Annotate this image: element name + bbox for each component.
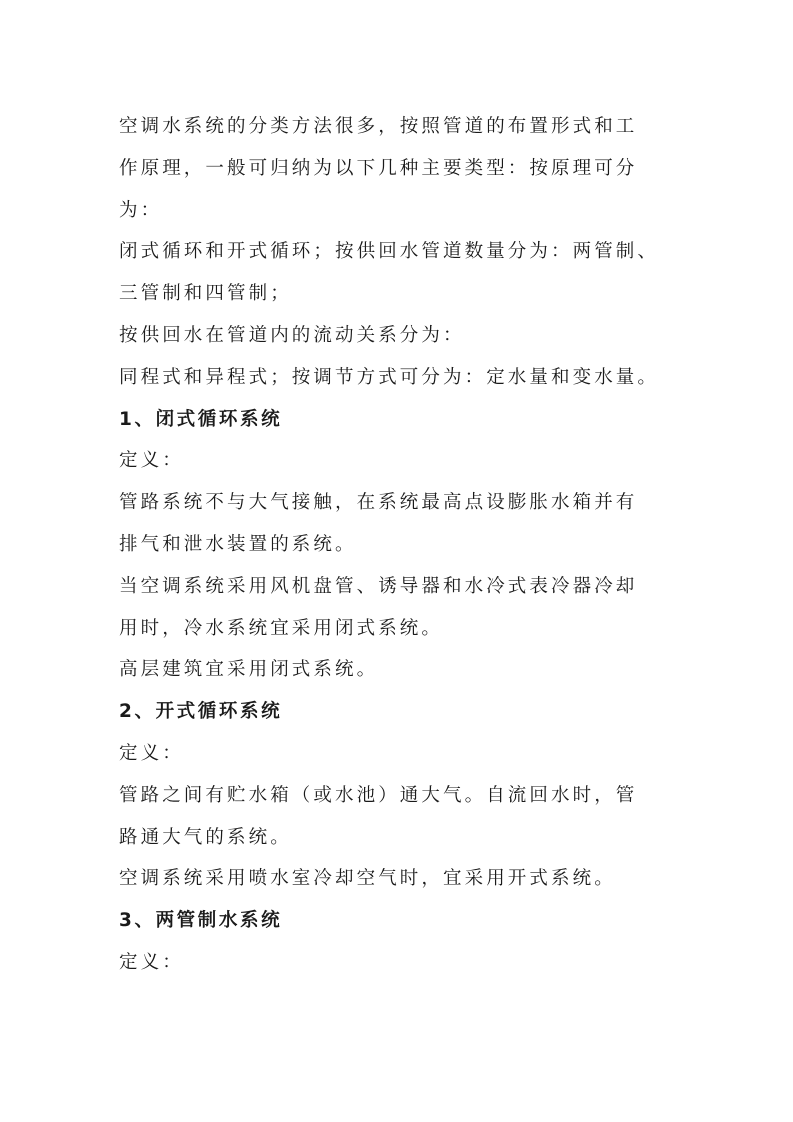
section-1-line-3: 当空调系统采用风机盘管、诱导器和水冷式表冷器冷却 [119, 575, 638, 597]
section-1-line-5: 高层建筑宜采用闭式系统。 [119, 659, 379, 681]
definition-label-2: 定义： [119, 742, 184, 764]
intro-line-4: 闭式循环和开式循环；按供回水管道数量分为：两管制、 [119, 241, 660, 263]
intro-line-1: 空调水系统的分类方法很多，按照管道的布置形式和工 [119, 116, 638, 137]
section-2-line-2: 路通大气的系统。 [119, 826, 292, 848]
intro-line-5: 三管制和四管制； [119, 283, 292, 305]
section-1-line-4: 用时，冷水系统宜采用闭式系统。 [119, 617, 444, 639]
intro-line-3: 为： [119, 199, 163, 221]
intro-line-2: 作原理，一般可归纳为以下几种主要类型：按原理可分 [119, 157, 638, 179]
document-page [119, 106, 679, 984]
section-heading-2: 2、开式循环系统 [119, 701, 283, 723]
section-2-line-1: 管路之间有贮水箱（或水池）通大气。自流回水时，管 [119, 784, 638, 806]
section-1-line-2: 排气和泄水装置的系统。 [119, 533, 357, 555]
section-2-line-3: 空调系统采用喷水室冷却空气时，宜采用开式系统。 [119, 868, 616, 890]
intro-line-6: 按供回水在管道内的流动关系分为： [119, 324, 465, 346]
section-heading-3: 3、两管制水系统 [119, 910, 283, 932]
section-heading-1: 1、闭式循环系统 [119, 408, 283, 430]
definition-label-1: 定义： [119, 450, 184, 472]
intro-line-7: 同程式和异程式；按调节方式可分为：定水量和变水量。 [119, 366, 660, 388]
section-1-line-1: 管路系统不与大气接触，在系统最高点设膨胀水箱并有 [119, 492, 638, 514]
definition-label-3: 定义： [119, 951, 184, 973]
